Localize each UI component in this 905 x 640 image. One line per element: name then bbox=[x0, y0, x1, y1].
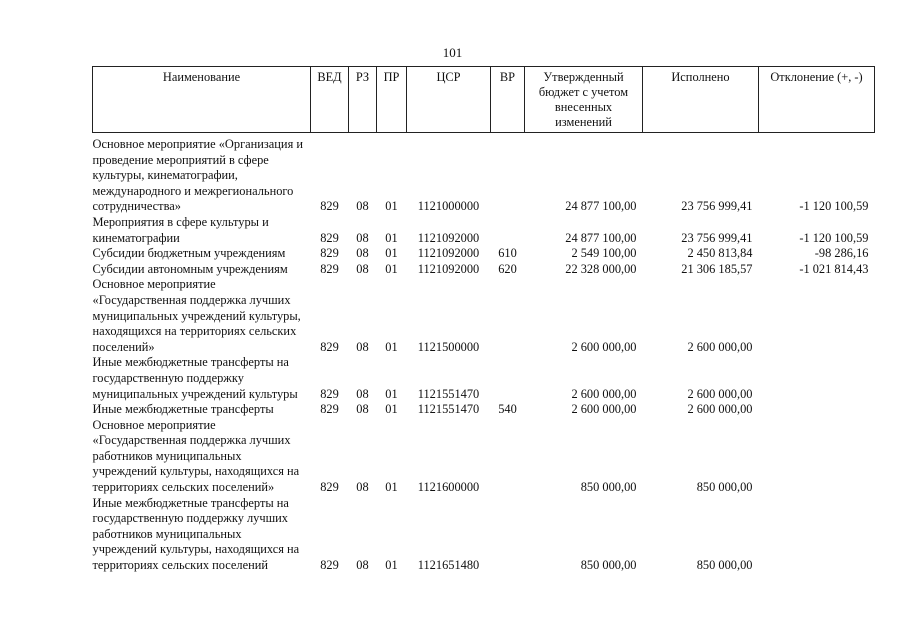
row-ved: 829 bbox=[320, 402, 339, 417]
row-deviation: -1 021 814,43 bbox=[799, 261, 869, 276]
table-row bbox=[93, 418, 875, 496]
table-row bbox=[93, 262, 875, 278]
header-approved-budget: Утвержденный бюджет с учетом внесенных изменений bbox=[525, 67, 643, 133]
row-executed: 21 306 185,57 bbox=[681, 261, 753, 276]
table-row bbox=[93, 246, 875, 262]
row-deviation bbox=[759, 402, 875, 418]
header-deviation: Отклонение (+, -) bbox=[759, 67, 875, 133]
row-deviation: -98 286,16 bbox=[814, 246, 869, 261]
row-name: Иные межбюджетные трансферты на государственную поддержку муниципальных учреждений культуры bbox=[92, 355, 298, 401]
row-approved: 24 877 100,00 bbox=[565, 199, 637, 214]
header-name: Наименование bbox=[93, 67, 311, 133]
row-csr: 1121500000 bbox=[417, 339, 480, 354]
table-row bbox=[93, 277, 875, 355]
row-pr: 01 bbox=[385, 386, 398, 401]
row-vr bbox=[491, 496, 525, 574]
row-csr: 1121092000 bbox=[417, 246, 480, 261]
row-rz: 08 bbox=[356, 402, 369, 417]
row-deviation bbox=[759, 418, 875, 496]
row-ved: 829 bbox=[320, 230, 339, 245]
row-approved: 2 600 000,00 bbox=[571, 339, 637, 354]
row-deviation: -1 120 100,59 bbox=[799, 230, 869, 245]
row-pr: 01 bbox=[385, 246, 398, 261]
row-rz: 08 bbox=[356, 386, 369, 401]
row-pr: 01 bbox=[385, 261, 398, 276]
row-deviation bbox=[759, 355, 875, 402]
row-deviation bbox=[759, 496, 875, 574]
row-ved: 829 bbox=[320, 480, 339, 495]
row-approved: 22 328 000,00 bbox=[565, 261, 637, 276]
row-vr: 610 bbox=[498, 246, 517, 261]
row-pr: 01 bbox=[385, 480, 398, 495]
row-approved: 2 600 000,00 bbox=[571, 386, 637, 401]
row-ved: 829 bbox=[320, 558, 339, 573]
row-vr bbox=[491, 355, 525, 402]
row-pr: 01 bbox=[385, 230, 398, 245]
row-vr: 540 bbox=[498, 402, 517, 417]
page-number: 101 bbox=[442, 45, 463, 60]
row-approved: 850 000,00 bbox=[580, 558, 637, 573]
row-rz: 08 bbox=[356, 558, 369, 573]
row-pr: 01 bbox=[385, 558, 398, 573]
header-executed: Исполнено bbox=[643, 67, 759, 133]
row-vr bbox=[491, 133, 525, 215]
row-name: Субсидии бюджетным учреждениям bbox=[92, 246, 286, 261]
header-pr: ПР bbox=[377, 67, 407, 133]
row-csr: 1121000000 bbox=[417, 199, 480, 214]
row-csr: 1121092000 bbox=[417, 230, 480, 245]
row-name: Иные межбюджетные трансферты bbox=[92, 402, 274, 417]
row-rz: 08 bbox=[356, 230, 369, 245]
table-row bbox=[93, 355, 875, 402]
row-executed: 23 756 999,41 bbox=[681, 230, 753, 245]
row-pr: 01 bbox=[385, 402, 398, 417]
table-row bbox=[93, 215, 875, 246]
row-pr: 01 bbox=[385, 199, 398, 214]
row-rz: 08 bbox=[356, 199, 369, 214]
row-name: Субсидии автономным учреждениям bbox=[92, 261, 288, 276]
row-approved: 2 600 000,00 bbox=[571, 402, 637, 417]
header-rz: РЗ bbox=[349, 67, 377, 133]
row-vr bbox=[491, 418, 525, 496]
row-vr bbox=[491, 215, 525, 246]
row-rz: 08 bbox=[356, 339, 369, 354]
row-csr: 1121551470 bbox=[417, 386, 480, 401]
row-ved: 829 bbox=[320, 386, 339, 401]
row-approved: 850 000,00 bbox=[580, 480, 637, 495]
row-rz: 08 bbox=[356, 480, 369, 495]
row-ved: 829 bbox=[320, 199, 339, 214]
budget-execution-table bbox=[92, 66, 875, 574]
row-rz: 08 bbox=[356, 246, 369, 261]
row-deviation bbox=[759, 277, 875, 355]
row-executed: 2 600 000,00 bbox=[687, 339, 753, 354]
row-executed: 2 450 813,84 bbox=[687, 246, 753, 261]
header-vr: ВР bbox=[491, 67, 525, 133]
row-pr: 01 bbox=[385, 339, 398, 354]
row-ved: 829 bbox=[320, 246, 339, 261]
row-csr: 1121651480 bbox=[417, 558, 480, 573]
row-ved: 829 bbox=[320, 339, 339, 354]
row-executed: 2 600 000,00 bbox=[687, 402, 753, 417]
row-executed: 850 000,00 bbox=[696, 480, 753, 495]
table-row bbox=[93, 496, 875, 574]
row-ved: 829 bbox=[320, 261, 339, 276]
row-vr: 620 bbox=[498, 261, 517, 276]
header-csr: ЦСР bbox=[407, 67, 491, 133]
header-ved: ВЕД bbox=[311, 67, 349, 133]
row-approved: 2 549 100,00 bbox=[571, 246, 637, 261]
row-executed: 23 756 999,41 bbox=[681, 199, 753, 214]
row-csr: 1121092000 bbox=[417, 261, 480, 276]
row-executed: 2 600 000,00 bbox=[687, 386, 753, 401]
row-rz: 08 bbox=[356, 261, 369, 276]
row-deviation: -1 120 100,59 bbox=[799, 199, 869, 214]
row-name: Основное мероприятие «Государственная поддержка лучших работников муниципальных учреждений культуры, находящихся на территориях сельских поселений» bbox=[92, 417, 300, 495]
row-csr: 1121600000 bbox=[417, 480, 480, 495]
row-executed: 850 000,00 bbox=[696, 558, 753, 573]
row-name: Мероприятия в сфере культуры и кинематографии bbox=[92, 214, 269, 245]
table-row bbox=[93, 402, 875, 418]
row-vr bbox=[491, 277, 525, 355]
row-csr: 1121551470 bbox=[417, 402, 480, 417]
row-name: Основное мероприятие «Организация и проведение мероприятий в сфере культуры, кинематографии, международного и межрегионального сотрудничества» bbox=[92, 137, 303, 214]
row-name: Основное мероприятие «Государственная поддержка лучших муниципальных учреждений культуры, находящихся на территориях сельских поселений» bbox=[92, 277, 301, 354]
row-approved: 24 877 100,00 bbox=[565, 230, 637, 245]
table-header-row bbox=[93, 67, 875, 133]
table-row bbox=[93, 133, 875, 215]
row-name: Иные межбюджетные трансферты на государственную поддержку лучших работников муниципальных учреждений культуры, находящихся на территориях сельских поселений bbox=[92, 495, 300, 573]
